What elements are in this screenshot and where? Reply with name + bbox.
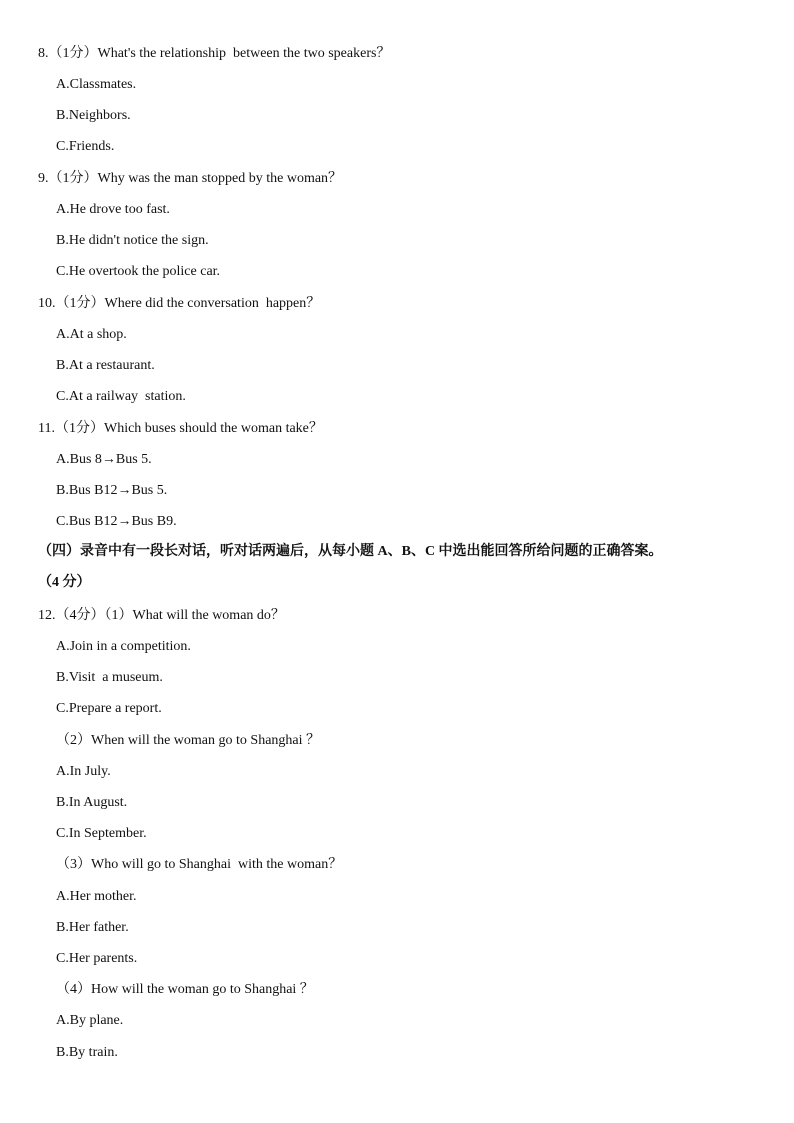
question-12-2-option-c: C.In September.: [56, 826, 147, 841]
question-12-3-option-c: C.Her parents.: [56, 951, 138, 966]
question-11-stem: 11.（1分）Which buses should the woman take？: [38, 421, 323, 436]
question-9-option-b: B.He didn't notice the sign.: [56, 233, 209, 248]
section-4-heading: （四）录音中有一段长对话，听对话两遍后，从每小题 A、B、C 中选出能回答所给问题的正确答案。: [38, 544, 663, 559]
question-8-option-c: C.Friends.: [56, 139, 115, 154]
question-10-option-b: B.At a restaurant.: [56, 358, 155, 373]
question-12-1-option-c: C.Prepare a report.: [56, 701, 162, 716]
question-12-1-option-a: A.Join in a competition.: [56, 639, 191, 654]
question-8-option-b: B.Neighbors.: [56, 108, 131, 123]
question-12-2-stem: （2）When will the woman go to Shanghai ？: [56, 733, 321, 748]
question-10-option-c: C.At a railway station.: [56, 389, 186, 404]
question-12-2-option-a: A.In July.: [56, 764, 111, 779]
question-11-option-c: C.Bus B12→Bus B9.: [56, 514, 177, 529]
question-12-3-option-b: B.Her father.: [56, 920, 129, 935]
question-12-2-option-b: B.In August.: [56, 795, 128, 810]
question-12-4-option-b: B.By train.: [56, 1045, 118, 1060]
question-10-stem: 10.（1分）Where did the conversation happen？: [38, 296, 321, 311]
question-12-1-option-b: B.Visit a museum.: [56, 670, 163, 685]
question-12-stem: 12.（4分）（1）What will the woman do？: [38, 608, 285, 623]
question-8-option-a: A.Classmates.: [56, 77, 137, 92]
question-9-option-c: C.He overtook the police car.: [56, 264, 221, 279]
question-11-option-b: B.Bus B12→Bus 5.: [56, 483, 168, 498]
question-10-option-a: A.At a shop.: [56, 327, 127, 342]
question-12-4-stem: （4）How will the woman go to Shanghai ？: [56, 982, 314, 997]
question-9-option-a: A.He drove too fast.: [56, 202, 170, 217]
question-12-3-option-a: A.Her mother.: [56, 889, 137, 904]
question-11-option-a: A.Bus 8→Bus 5.: [56, 452, 152, 467]
section-4-points: （4 分）: [38, 575, 91, 590]
question-9-stem: 9.（1分）Why was the man stopped by the woman？: [38, 171, 343, 186]
question-12-4-option-a: A.By plane.: [56, 1013, 124, 1028]
question-12-3-stem: （3）Who will go to Shanghai with the woman？: [56, 857, 343, 872]
question-8-stem: 8.（1分）What's the relationship between the two speakers？: [38, 46, 391, 61]
